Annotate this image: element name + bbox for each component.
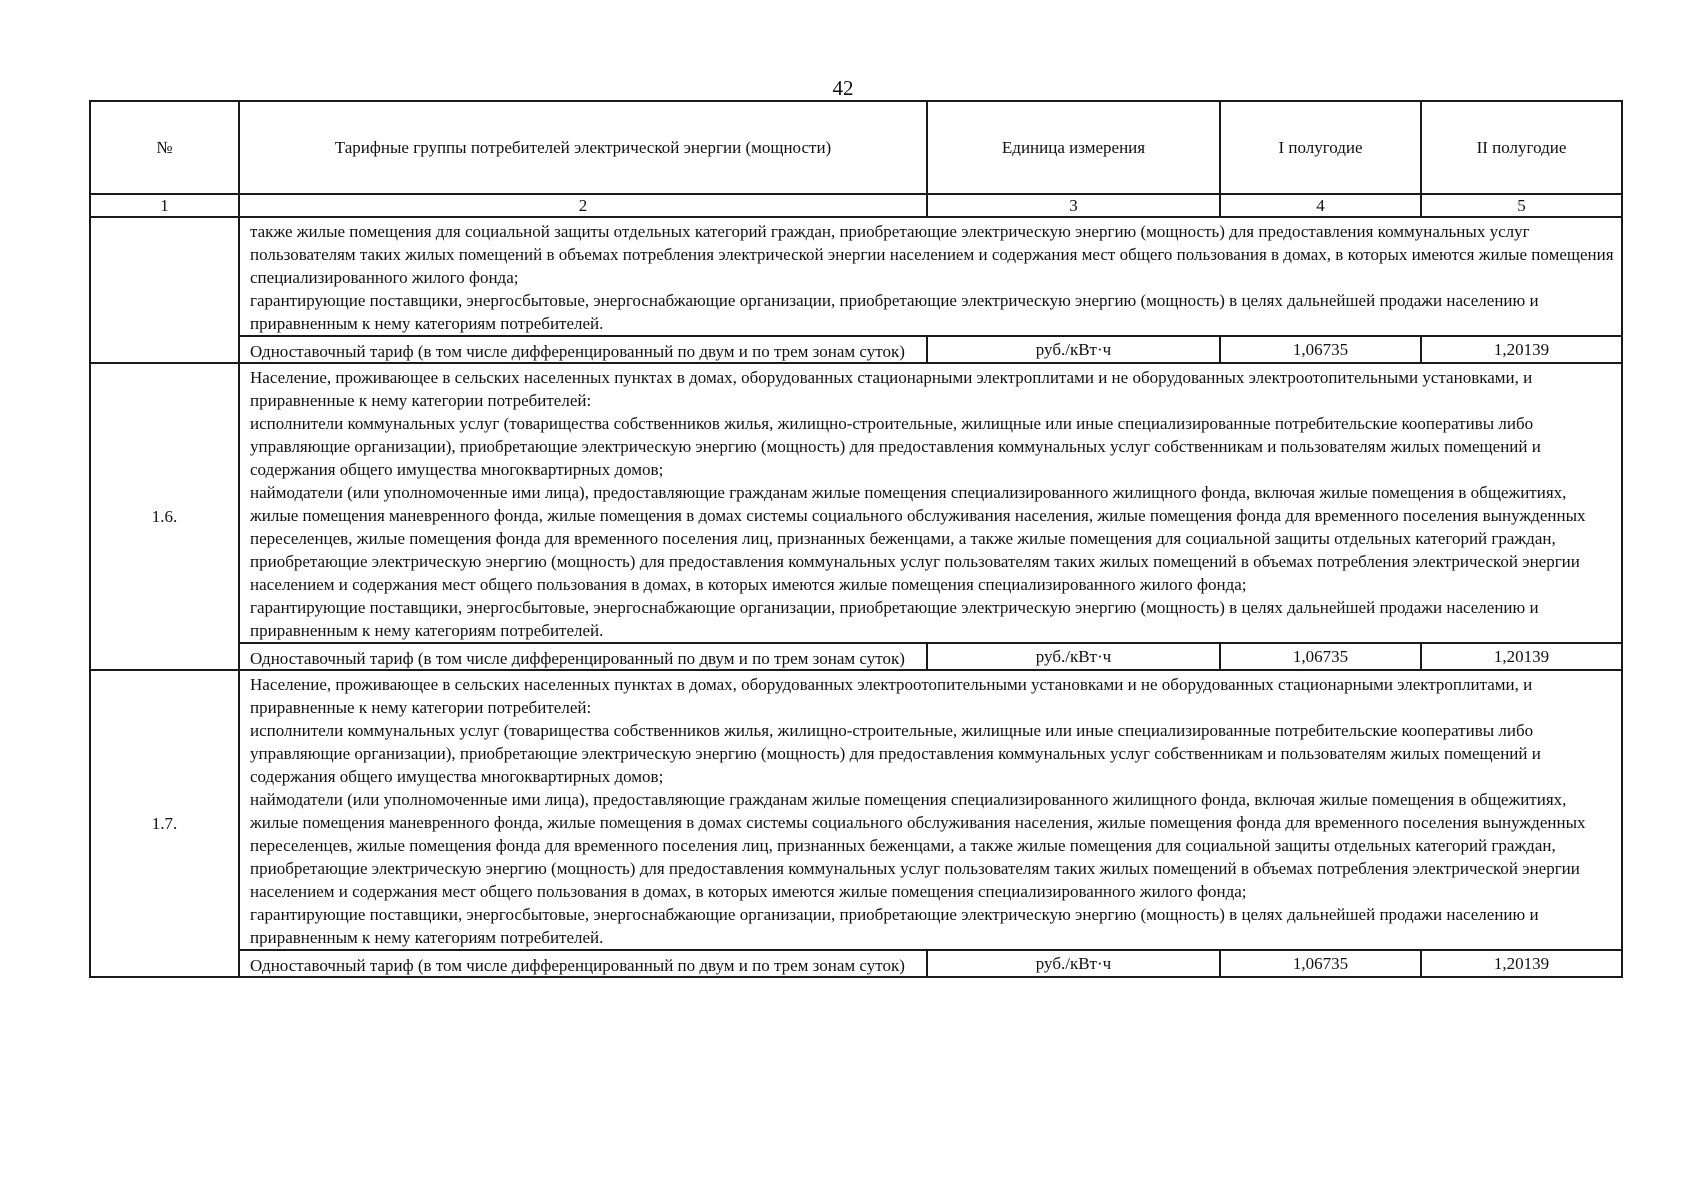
tariff-group-description <box>239 363 1622 643</box>
column-number-row <box>90 194 1622 217</box>
second-half-value: 1,20139 <box>1421 950 1622 977</box>
header-second-half: II полугодие <box>1421 101 1622 194</box>
column-number: 5 <box>1421 194 1622 217</box>
unit-cell: руб./кВт·ч <box>927 643 1220 670</box>
table-row <box>90 670 1622 950</box>
row-number: 1.6. <box>90 363 239 670</box>
table-header-row <box>90 101 1622 194</box>
description-paragraph: исполнители коммунальных услуг (товарищества собственников жилья, жилищно-строительные, жилищные или иные специализированные потребительские кооперативы либо управляющие организации), приобретающие электрическую энергию (мощность) для предоставления коммунальных услуг собственникам и пользователям жилых помещений и содержания общего имущества многоквартирных домов; <box>250 414 1541 479</box>
description-paragraph: наймодатели (или уполномоченные ими лица), предоставляющие гражданам жилые помещения специализированного жилищного фонда, включая жилые помещения в общежитиях, жилые помещения маневренного фонда, жилые помещения в домах системы социального обслуживания населения, жилые помещения фонда для временного поселения вынужденных переселенцев, жилые помещения фонда для временного поселения лиц, признанных беженцами, а также жилые помещения для социальной защиты отдельных категорий граждан, приобретающие электрическую энергию (мощность) для предоставления коммунальных услуг пользователям таких жилых помещений в объемах потребления электрической энергии населением и содержания мест общего пользования в домах, в которых имеются жилые помещения специализированного жилого фонда; <box>250 483 1586 594</box>
description-paragraph: гарантирующие поставщики, энергосбытовые, энергоснабжающие организации, приобретающие электрическую энергию (мощность) в целях дальнейшей продажи населению и приравненным к нему категориям потребителей. <box>250 291 1539 333</box>
tariff-rate-row <box>90 950 1622 977</box>
tariff-rate-row <box>90 643 1622 670</box>
unit-cell: руб./кВт·ч <box>927 950 1220 977</box>
row-number: 1.7. <box>90 670 239 977</box>
tariff-table <box>89 100 1623 978</box>
description-paragraph: гарантирующие поставщики, энергосбытовые, энергоснабжающие организации, приобретающие электрическую энергию (мощность) в целях дальнейшей продажи населению и приравненным к нему категориям потребителей. <box>250 598 1539 640</box>
first-half-value: 1,06735 <box>1220 950 1421 977</box>
description-paragraph: Население, проживающее в сельских населенных пунктах в домах, оборудованных стационарными электроплитами и не оборудованных электроотопительными установками, и приравненные к нему категории потребителей: <box>250 368 1533 410</box>
header-number: № <box>90 101 239 194</box>
header-unit: Единица измерения <box>927 101 1220 194</box>
header-tariff-group: Тарифные группы потребителей электрической энергии (мощности) <box>239 101 927 194</box>
description-paragraph: наймодатели (или уполномоченные ими лица), предоставляющие гражданам жилые помещения специализированного жилищного фонда, включая жилые помещения в общежитиях, жилые помещения маневренного фонда, жилые помещения в домах системы социального обслуживания населения, жилые помещения фонда для временного поселения вынужденных переселенцев, жилые помещения фонда для временного поселения лиц, признанных беженцами, а также жилые помещения для социальной защиты отдельных категорий граждан, приобретающие электрическую энергию (мощность) для предоставления коммунальных услуг пользователям таких жилых помещений в объемах потребления электрической энергии населением и содержания мест общего пользования в домах, в которых имеются жилые помещения специализированного жилого фонда; <box>250 790 1586 901</box>
description-paragraph: также жилые помещения для социальной защиты отдельных категорий граждан, приобретающие электрическую энергию (мощность) для предоставления коммунальных услуг пользователям таких жилых помещений в объемах потребления электрической энергии населением и содержания мест общего пользования в домах, в которых имеются жилые помещения специализированного жилого фонда; <box>250 222 1614 287</box>
column-number: 2 <box>239 194 927 217</box>
column-number: 1 <box>90 194 239 217</box>
rate-name: Одноставочный тариф (в том числе дифференцированный по двум и по трем зонам суток) <box>239 950 927 977</box>
row-number <box>90 217 239 363</box>
header-first-half: I полугодие <box>1220 101 1421 194</box>
tariff-rate-row <box>90 336 1622 363</box>
description-paragraph: Население, проживающее в сельских населенных пунктах в домах, оборудованных электроотопительными установками и не оборудованных стационарными электроплитами, и приравненные к нему категории потребителей: <box>250 675 1533 717</box>
description-paragraph: исполнители коммунальных услуг (товарищества собственников жилья, жилищно-строительные, жилищные или иные специализированные потребительские кооперативы либо управляющие организации), приобретающие электрическую энергию (мощность) для предоставления коммунальных услуг собственникам и пользователям жилых помещений и содержания общего имущества многоквартирных домов; <box>250 721 1541 786</box>
second-half-value: 1,20139 <box>1421 336 1622 363</box>
table-row <box>90 363 1622 643</box>
unit-cell: руб./кВт·ч <box>927 336 1220 363</box>
second-half-value: 1,20139 <box>1421 643 1622 670</box>
rate-name: Одноставочный тариф (в том числе дифференцированный по двум и по трем зонам суток) <box>239 336 927 363</box>
tariff-group-description <box>239 670 1622 950</box>
first-half-value: 1,06735 <box>1220 643 1421 670</box>
tariff-group-description <box>239 217 1622 336</box>
description-paragraph: гарантирующие поставщики, энергосбытовые, энергоснабжающие организации, приобретающие электрическую энергию (мощность) в целях дальнейшей продажи населению и приравненным к нему категориям потребителей. <box>250 905 1539 947</box>
column-number: 3 <box>927 194 1220 217</box>
column-number: 4 <box>1220 194 1421 217</box>
page-number: 42 <box>832 76 854 100</box>
table-body <box>90 194 1622 977</box>
first-half-value: 1,06735 <box>1220 336 1421 363</box>
table-row <box>90 217 1622 336</box>
rate-name: Одноставочный тариф (в том числе дифференцированный по двум и по трем зонам суток) <box>239 643 927 670</box>
